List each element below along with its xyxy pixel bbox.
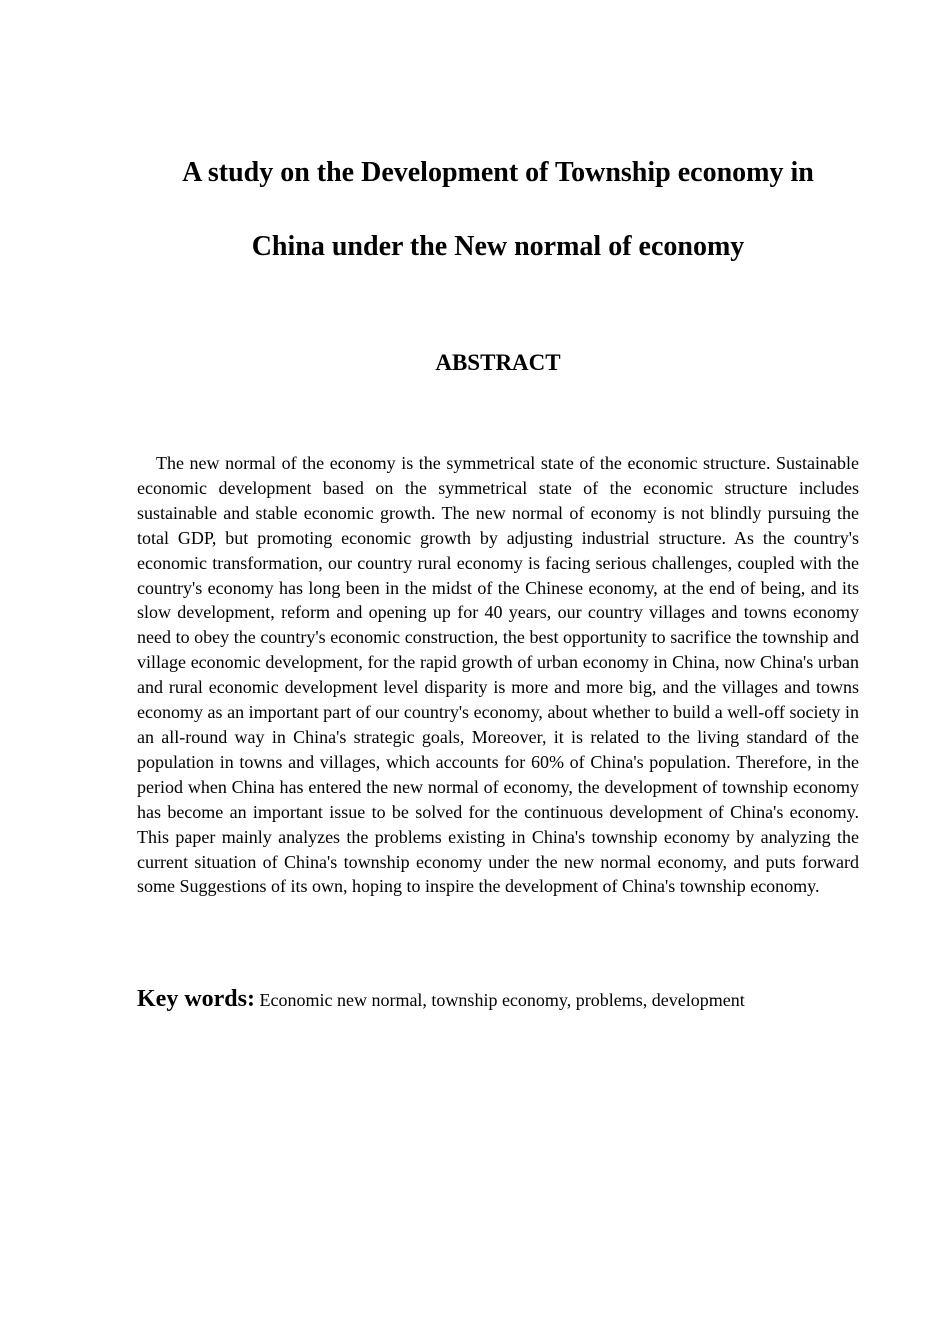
keywords-value: Economic new normal, township economy, problems, development [259,990,745,1010]
keywords-label: Key words: [137,986,255,1012]
abstract-heading: ABSTRACT [435,350,561,375]
keywords-line [137,983,859,1016]
paper-title-line-2: China under the New normal of economy [251,231,745,262]
abstract-body: The new normal of the economy is the symmetrical state of the economic structure. Sustainable economic development based on the symmetrical state of the economic structure includes sustainable and stable economic growth. The new normal of economy is not blindly pursuing the total GDP, but promoting economic growth by adjusting industrial structure. As the country's economic transformation, our country rural economy is facing serious challenges, coupled with the country's economy has long been in the midst of the Chinese economy, at the end of being, and its slow development, reform and opening up for 40 years, our country villages and towns economy need to obey the country's economic construction, the best opportunity to sacrifice the township and village economic development, for the rapid growth of urban economy in China, now China's urban and rural economic development level disparity is more and more big, and the villages and towns economy as an important part of our country's economy, about whether to build a well-off society in an all-round way in China's strategic goals, Moreover, it is related to the living standard of the population in towns and villages, which accounts for 60% of China's population. Therefore, in the period when China has entered the new normal of economy, the development of township economy has become an important issue to be solved for the continuous development of China's economy. This paper mainly analyzes the problems existing in China's township economy by analyzing the current situation of China's township economy under the new normal economy, and puts forward some Suggestions of its own, hoping to inspire the development of China's township economy. [137,453,859,897]
paper-title-line-1: A study on the Development of Township economy in [182,157,814,188]
